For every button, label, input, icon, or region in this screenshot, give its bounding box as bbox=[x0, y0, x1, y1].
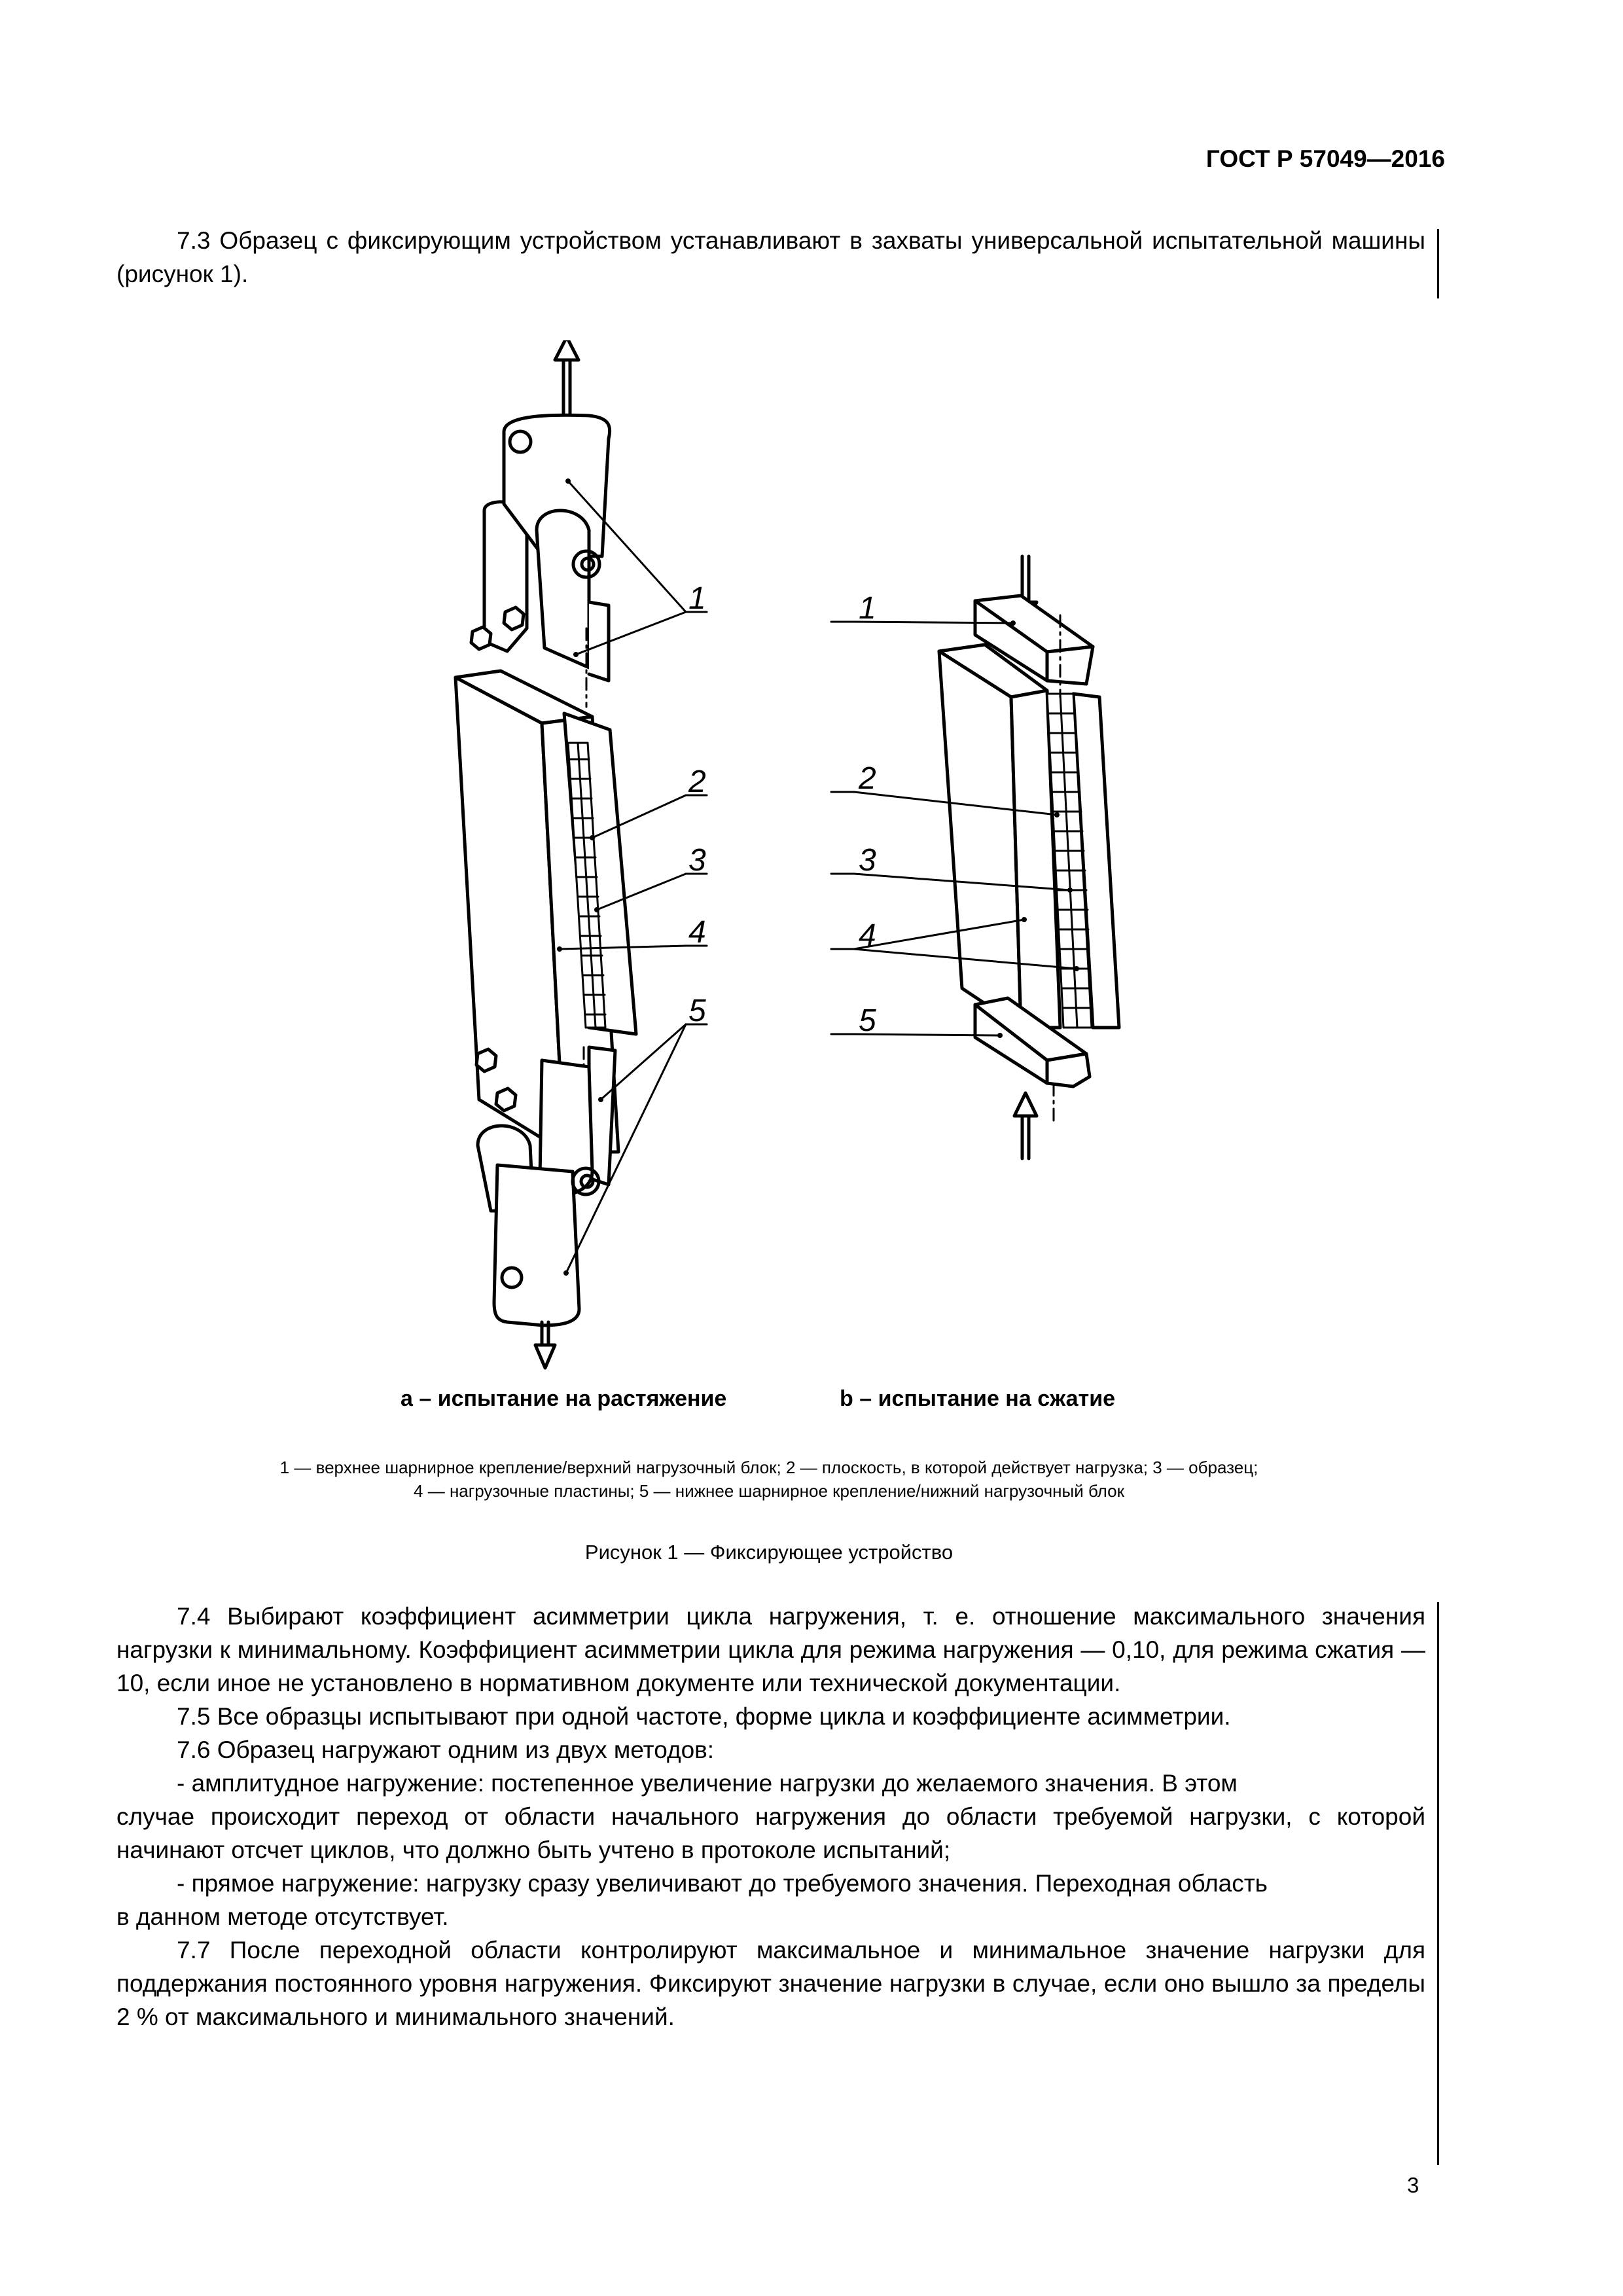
callout-a-5: 5 bbox=[688, 994, 706, 1028]
legend-line-2: 4 — нагрузочные пластины; 5 — нижнее шарнирное крепление/нижний нагрузочный блок bbox=[414, 1481, 1124, 1501]
callout-b-1: 1 bbox=[859, 591, 876, 626]
section-7-6-item-1a: - амплитудное нагружение: постепенное увеличение нагрузки до желаемого значения. В этом bbox=[177, 1770, 1238, 1797]
callout-b-5: 5 bbox=[859, 1003, 876, 1038]
section-7-7: 7.7 После переходной области контролируют максимальное и минимальное значение нагрузки для поддержания постоянного уровня нагружения. Фиксируют значение нагрузки в случае, если оно вышло за пределы 2 % от максимального и минимального значений. bbox=[116, 1937, 1425, 2030]
legend-line-1: 1 — верхнее шарнирное крепление/верхний нагрузочный блок; 2 — плоскость, в которой действует нагрузка; 3 — образец; bbox=[279, 1458, 1258, 1477]
change-bar bbox=[1437, 229, 1439, 298]
section-7-6: 7.6 Образец нагружают одним из двух методов: bbox=[177, 1736, 715, 1763]
document-header: ГОСТ Р 57049—2016 bbox=[1205, 145, 1445, 172]
callout-a-1: 1 bbox=[688, 581, 706, 616]
callout-b-2: 2 bbox=[859, 761, 876, 796]
tension-arrow-down-icon bbox=[535, 1322, 555, 1368]
callout-a-4: 4 bbox=[688, 915, 706, 950]
subcaption-a: а – испытание на растяжение bbox=[401, 1386, 727, 1411]
section-7-5: 7.5 Все образцы испытывают при одной частоте, форме цикла и коэффициенте асимметрии. bbox=[177, 1703, 1231, 1730]
page-number: 3 bbox=[1407, 2173, 1419, 2197]
section-7-6-item-1b: случае происходит переход от области начального нагружения до области требуемой нагрузки, с которой начинают отсчет циклов, что должно быть учтено в протоколе испытаний; bbox=[116, 1803, 1425, 1863]
section-7-3-text: 7.3 Образец с фиксирующим устройством устанавливают в захваты универсальной испытательной машины (рисунок 1). bbox=[116, 227, 1425, 287]
callout-a-2: 2 bbox=[688, 764, 706, 799]
subcaption-b: b – испытание на сжатие bbox=[840, 1386, 1115, 1411]
section-7-6-item-2b: в данном методе отсутствует. bbox=[116, 1903, 449, 1930]
figure-1-drawing bbox=[393, 340, 1178, 1374]
section-7-4: 7.4 Выбирают коэффициент асимметрии цикла нагружения, т. е. отношение максимального значения нагрузки к минимальному. Коэффициент асимметрии цикла для режима нагружения — 0,10, для режима сжатия — 10, если иное не установлено в нормативном документе или технической документации. bbox=[116, 1603, 1425, 1696]
section-7-6-item-2a: - прямое нагружение: нагрузку сразу увеличивают до требуемого значения. Переходная область bbox=[177, 1870, 1268, 1897]
figure-legend bbox=[111, 1456, 1427, 1503]
body-sections bbox=[116, 1600, 1425, 2034]
figure-a-tension bbox=[455, 340, 707, 1368]
change-bar bbox=[1437, 1602, 1439, 2165]
figure-caption: Рисунок 1 — Фиксирующее устройство bbox=[584, 1541, 954, 1564]
callout-a-3: 3 bbox=[688, 843, 706, 878]
callout-b-4: 4 bbox=[859, 918, 876, 953]
compression-arrow-up-icon bbox=[1014, 1093, 1037, 1158]
section-7-3 bbox=[116, 224, 1425, 291]
tension-arrow-up-icon bbox=[555, 340, 579, 416]
figure-b-compression bbox=[831, 556, 1119, 1158]
callout-b-3: 3 bbox=[859, 843, 876, 878]
